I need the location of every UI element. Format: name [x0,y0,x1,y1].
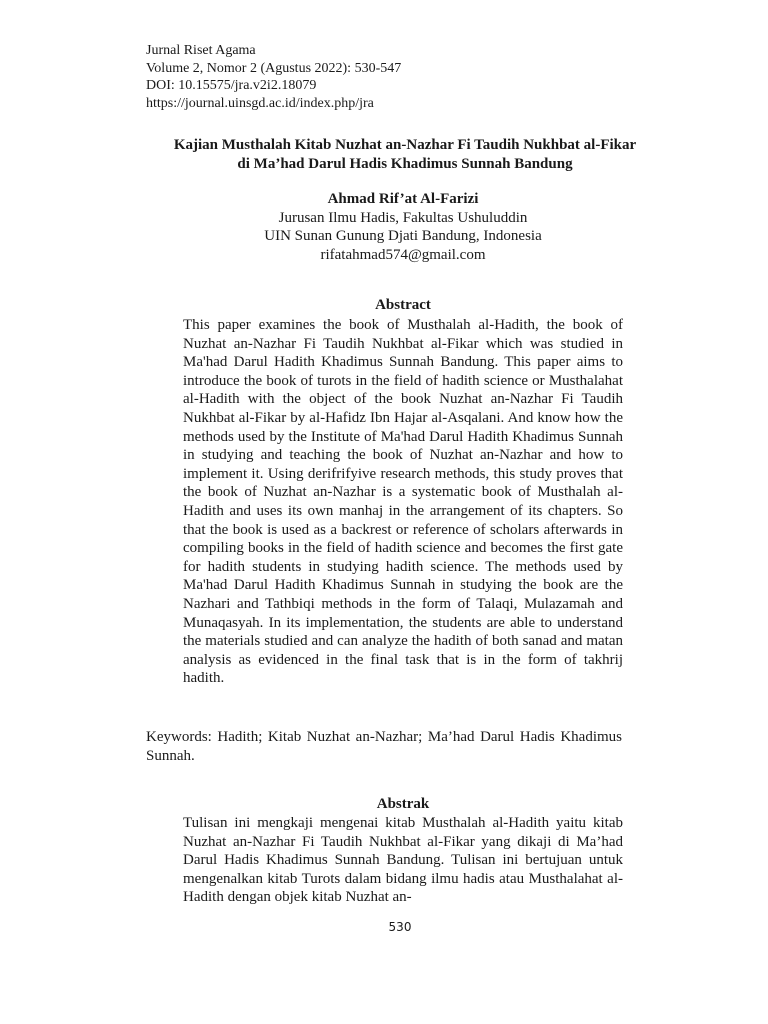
journal-header [146,42,401,112]
paper-title-line-1: Kajian Musthalah Kitab Nuzhat an-Nazhar Fi Taudih Nukhbat al-Fikar [173,137,637,153]
page-number: 530 [388,920,412,934]
author-name: Ahmad Rif’at Al-Farizi [327,191,479,207]
author-block [160,190,646,264]
journal-url[interactable]: https://journal.uinsgd.ac.id/index.php/jra [146,95,374,111]
abstract-id-heading: Abstrak [376,796,430,812]
journal-doi: DOI: 10.15575/jra.v2i2.18079 [146,78,317,93]
paper-title [120,136,690,174]
author-email[interactable]: rifatahmad574@gmail.com [320,246,486,263]
keywords: Keywords: Hadith; Kitab Nuzhat an-Nazhar; Ma’had Darul Hadis Khadimus Sunnah. [146,729,622,764]
paper-title-line-2: di Ma’had Darul Hadis Khadimus Sunnah Bandung [237,156,573,172]
author-institution: UIN Sunan Gunung Djati Bandung, Indonesia [264,228,542,244]
journal-name: Jurnal Riset Agama [146,43,256,58]
abstract-en-heading: Abstract [375,297,431,313]
journal-volume: Volume 2, Nomor 2 (Agustus 2022): 530-547 [146,60,402,76]
abstract-en-text: This paper examines the book of Musthalah al-Hadith, the book of Nuzhat an-Nazhar Fi Taudih Nukhbat al-Fikar which was studied in Ma'had Darul Hadith Khadimus Sunnah Bandung. This paper aims to introduce the book of turots in the field of hadith science or Musthalahat al-Hadith with the object of the book Nuzhat an-Nazhar Fi Taudih Nukhbat al-Fikar by al-Hafidz Ibn Hajar al-Asqalani. And know how the methods used by the Institute of Ma'had Darul Hadith Khadimus Sunnah in studying and teaching the book of Nuzhat an-Nazhar and how to implement it. Using derifrifyive research methods, this study proves that the book of Nuzhat an-Nazhar is a systematic book of Musthalah al-Hadith and uses its own manhaj in the arrangement of its chapters. So that the book is used as a backrest or reference of scholars afterwards in compiling books in the field of hadith science and becomes the first gate for hadith students in studying hadith science. The methods used by Ma'had Darul Hadith Khadimus Sunnah in studying the book are the Nazhari and Tathbiqi methods in the form of Talaqi, Mulazamah and Munaqasyah. In its implementation, the students are able to understand the materials studied and can analyze the hadith of both sanad and matan analysis as evidenced in the final task that is in the form of takhrij hadith. [183,317,623,687]
abstract-id-text: Tulisan ini mengkaji mengenai kitab Musthalah al-Hadith yaitu kitab Nuzhat an-Nazhar Fi Taudih Nukhbat al-Fikar yang dikaji di Ma’had Darul Hadis Khadimus Sunnah Bandung. Tulisan ini bertujuan untuk mengenalkan kitab Turots dalam bidang ilmu hadis atau Musthalahat al-Hadith dengan objek kitab Nuzhat an- [183,815,623,906]
author-department: Jurusan Ilmu Hadis, Fakultas Ushuluddin [278,209,528,226]
